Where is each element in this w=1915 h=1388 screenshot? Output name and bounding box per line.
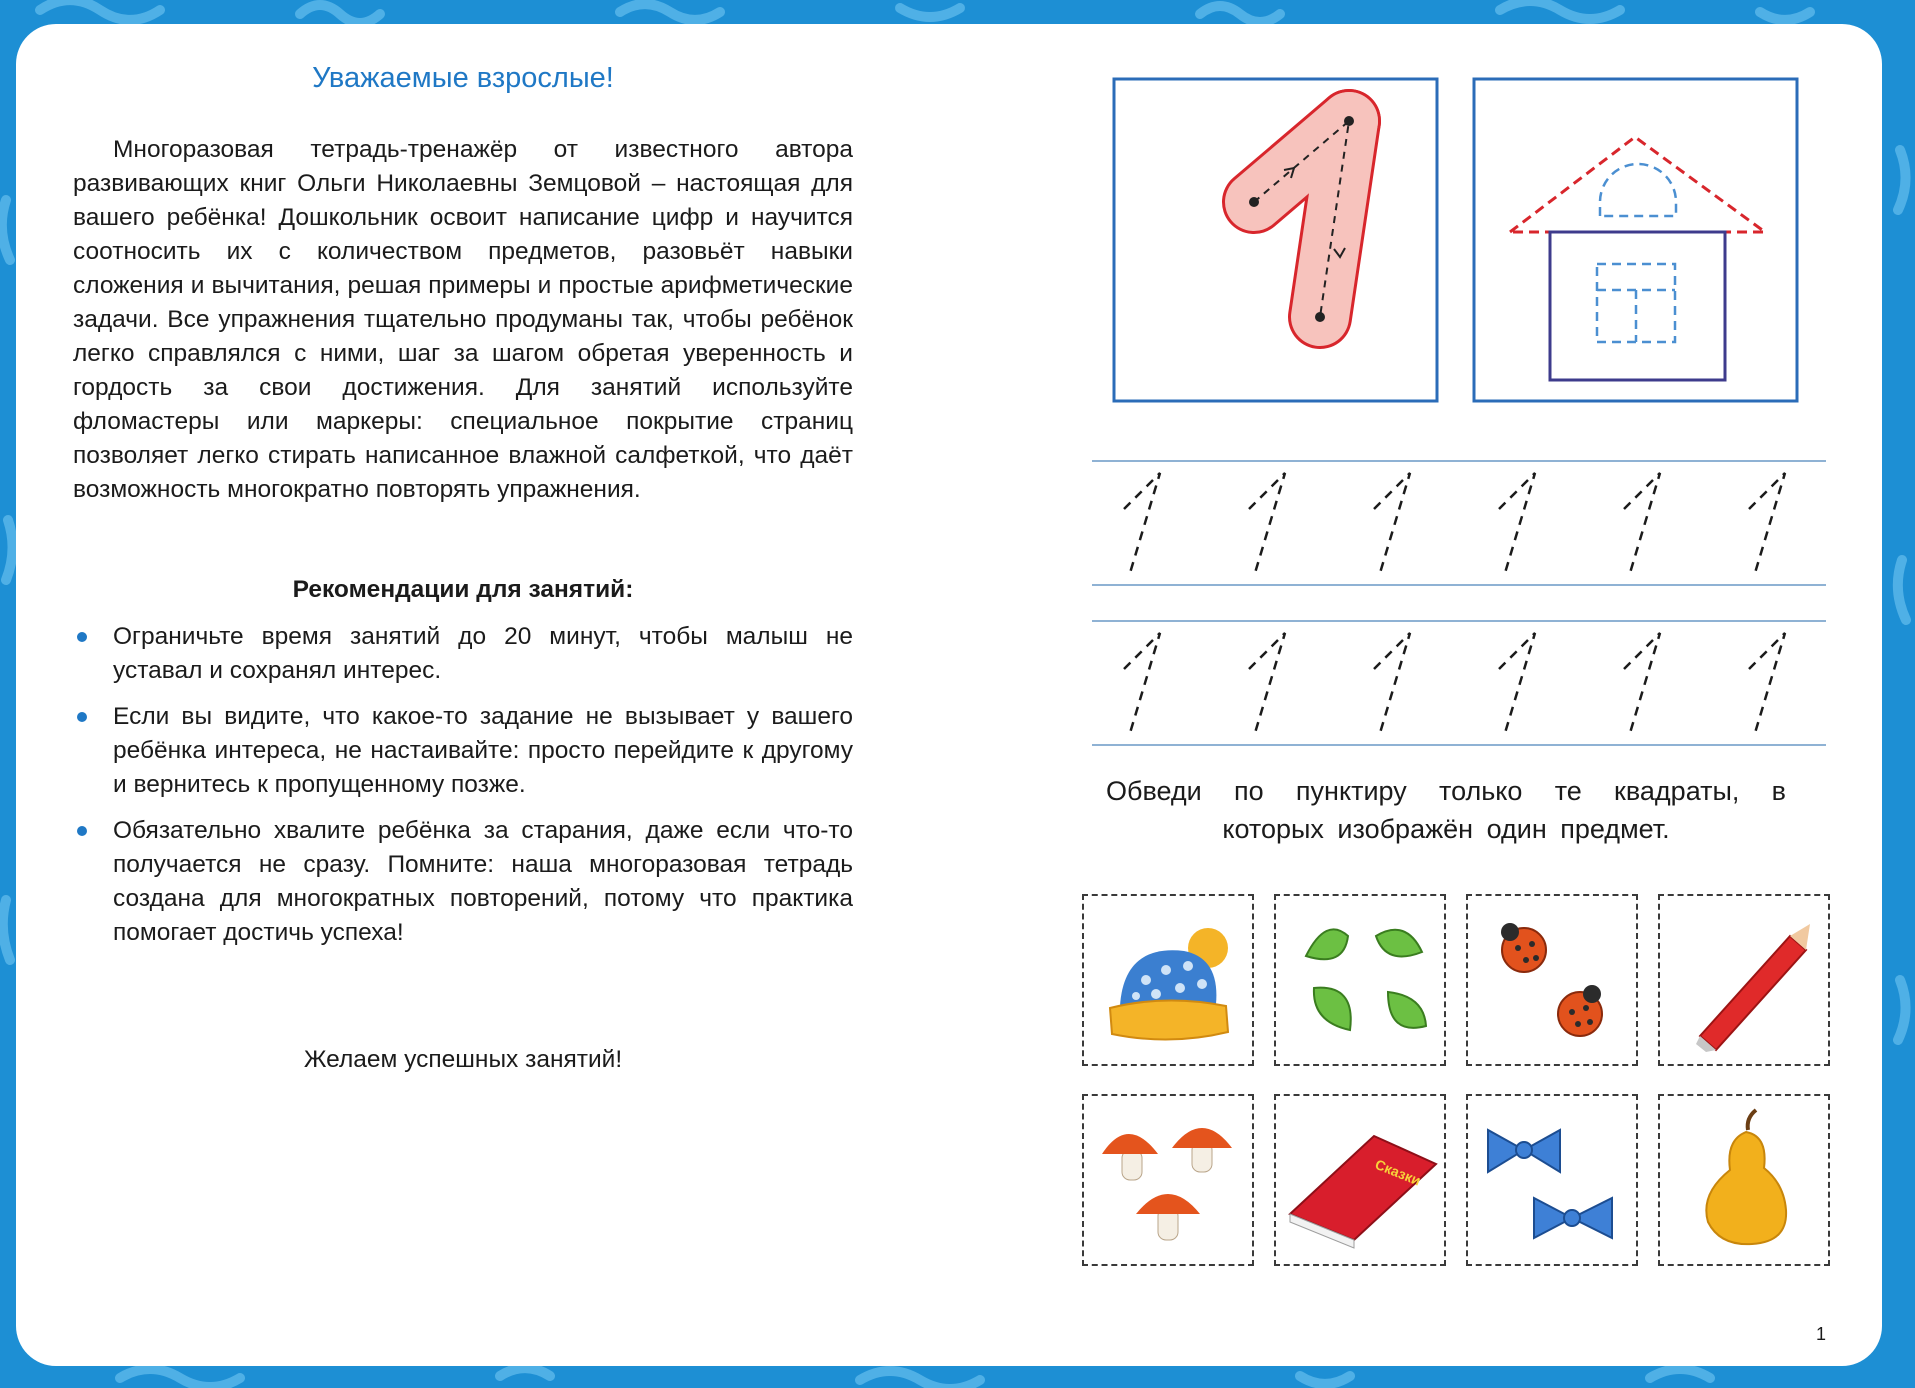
tracing-digit-one[interactable] <box>1499 473 1535 573</box>
bullet-icon <box>77 712 87 722</box>
mushrooms-icon <box>1084 1096 1256 1268</box>
recommendations-list <box>73 620 853 962</box>
recommendation-text: Ограничьте время занятий до 20 минут, чтобы малыш не уставал и сохранял интерес. <box>113 623 853 684</box>
list-item <box>73 814 853 950</box>
tracing-digit-one[interactable] <box>1374 633 1410 733</box>
recommendation-text: Обязательно хвалите ребёнка за старания, даже если что-то получается не сразу. Помните: наша многоразовая тетрадь создана для многократных повторений, потому что практика помогает достичь успеха! <box>113 817 853 946</box>
bullet-icon <box>77 826 87 836</box>
tracing-digit-one[interactable] <box>1749 633 1785 733</box>
pencil-icon <box>1660 896 1832 1068</box>
digit-one-box <box>1114 79 1437 401</box>
tracing-digit-ones <box>1124 473 1785 733</box>
card-pencil[interactable] <box>1658 894 1830 1066</box>
list-item <box>73 620 853 688</box>
book-title: Сказки <box>1372 1155 1424 1189</box>
workbook-page <box>16 24 1882 1366</box>
card-hat[interactable] <box>1082 894 1254 1066</box>
tracing-digit-one[interactable] <box>1624 633 1660 733</box>
book-icon <box>1276 1096 1448 1268</box>
tracing-digit-one[interactable] <box>1124 473 1160 573</box>
digit-tracing-exercise <box>1072 74 1832 754</box>
tracing-digit-one[interactable] <box>1124 633 1160 733</box>
leaves-icon <box>1276 896 1448 1068</box>
hat-icon <box>1084 896 1256 1068</box>
intro-paragraph: Многоразовая тетрадь-тренажёр от известного автора развивающих книг Ольги Николаевны Земцовой – настоящая для вашего ребёнка! Дошкольник освоит написание цифр и научится соотносить их с количеством предметов, разовьёт навыки сложения и вычитания, решая примеры и простые арифметические задачи. Все упражнения тщательно продуманы так, чтобы ребёнок легко справлялся с ними, шаг за шагом обретая уверенность и гордость за свои достижения. Для занятий используйте фломастеры или маркеры: специальное покрытие страниц позволяет легко стирать написанное влажной салфеткой, что даёт возможность многократно повторять упражнения. <box>73 136 853 503</box>
pear-icon <box>1660 1096 1832 1268</box>
ladybugs-icon <box>1468 896 1640 1068</box>
task-instruction: Обведи по пунктиру только те квадраты, в которых изображён один предмет. <box>1106 776 1786 844</box>
card-book[interactable] <box>1274 1094 1446 1266</box>
card-ladybugs[interactable] <box>1466 894 1638 1066</box>
page-number: 1 <box>1816 1324 1827 1344</box>
tracing-digit-one[interactable] <box>1249 473 1285 573</box>
tracing-digit-one[interactable] <box>1249 633 1285 733</box>
tracing-digit-one[interactable] <box>1749 473 1785 573</box>
picture-cards-grid <box>1082 894 1842 1304</box>
closing-wish: Желаем успешных занятий! <box>303 1046 623 1073</box>
page-title: Уважаемые взрослые! <box>312 62 614 94</box>
recommendation-text: Если вы видите, что какое-то задание не вызывает у вашего ребёнка интереса, не настаивайте: просто перейдите к другому и вернитесь к пропущенному позже. <box>113 703 853 798</box>
card-mushrooms[interactable] <box>1082 1094 1254 1266</box>
tracing-digit-one[interactable] <box>1499 633 1535 733</box>
list-item <box>73 700 853 802</box>
bullet-icon <box>77 632 87 642</box>
house-box <box>1474 79 1797 401</box>
tracing-digit-one[interactable] <box>1624 473 1660 573</box>
tracing-digit-one[interactable] <box>1374 473 1410 573</box>
card-leaves[interactable] <box>1274 894 1446 1066</box>
recommendations-title: Рекомендации для занятий: <box>292 576 634 603</box>
writing-lines <box>1092 461 1826 745</box>
card-pear[interactable] <box>1658 1094 1830 1266</box>
bows-icon <box>1468 1096 1640 1268</box>
card-bows[interactable] <box>1466 1094 1638 1266</box>
